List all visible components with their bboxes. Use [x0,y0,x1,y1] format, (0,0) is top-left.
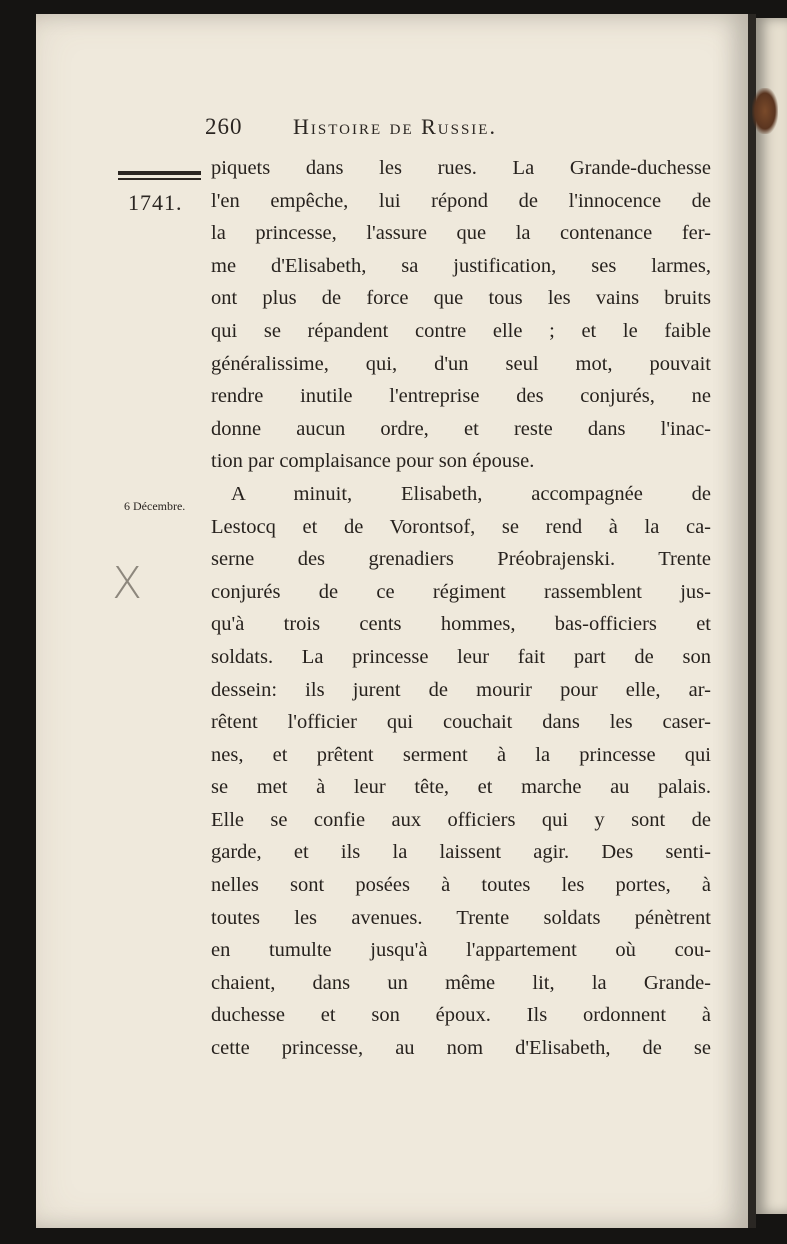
text-line: se met à leur tête, et marche au palais. [211,776,711,799]
text-line: nelles sont posées à toutes les portes, à [211,874,711,897]
text-line: en tumulte jusqu'à l'appartement où cou- [211,939,711,962]
text-line: Elle se confie aux officiers qui y sont de [211,808,711,831]
text-line: rêtent l'officier qui couchait dans les caser- [211,711,711,734]
running-title: Histoire de Russie. [293,114,497,139]
page-number: 260 [205,114,243,139]
paper-stain [752,88,778,134]
running-header [205,114,497,140]
text-line: Lestocq et de Vorontsof, se rend à la ca- [211,515,711,538]
margin-date-note: 6 Décembre. [124,499,186,513]
text-line: A minuit, Elisabeth, accompagnée de [231,482,711,505]
text-line: qu'à trois cents hommes, bas-officiers et [211,613,711,636]
text-line: rendre inutile l'entreprise des conjurés, ne [211,385,711,408]
text-line: me d'Elisabeth, sa justification, ses larmes, [211,254,711,277]
text-line: tion par complaisance pour son épouse. [211,450,535,473]
text-line: chaient, dans un même lit, la Grande- [211,971,711,994]
adjacent-page-edge [756,18,787,1214]
text-line: duchesse et son époux. Ils ordonnent à [211,1004,711,1027]
text-line: donne aucun ordre, et reste dans l'inac- [211,417,711,440]
text-line: ont plus de force que tous les vains bruits [211,287,711,310]
pencil-mark: X [112,558,143,609]
text-line: généralissime, qui, d'un seul mot, pouvait [211,352,711,375]
text-line: conjurés de ce régiment rassemblent jus- [211,580,711,603]
text-line: l'en empêche, lui répond de l'innocence de [211,189,711,212]
book-gutter [748,14,756,1228]
text-line: qui se répandent contre elle ; et le faible [211,319,711,342]
margin-year: 1741. [128,190,183,215]
text-line: toutes les avenues. Trente soldats pénètrent [211,906,711,929]
text-line: la princesse, l'assure que la contenance fer- [211,222,711,245]
text-line: nes, et prêtent serment à la princesse qui [211,743,711,766]
body-text [211,152,711,1065]
text-line: serne des grenadiers Préobrajenski. Trente [211,548,711,571]
text-line: dessein: ils jurent de mourir pour elle, ar- [211,678,711,701]
text-line: soldats. La princesse leur fait part de son [211,645,711,668]
year-rule [118,171,201,180]
text-line: piquets dans les rues. La Grande-duchesse [211,157,711,179]
text-line: garde, et ils la laissent agir. Des senti- [211,841,711,864]
text-line: cette princesse, au nom d'Elisabeth, de se [211,1037,711,1060]
